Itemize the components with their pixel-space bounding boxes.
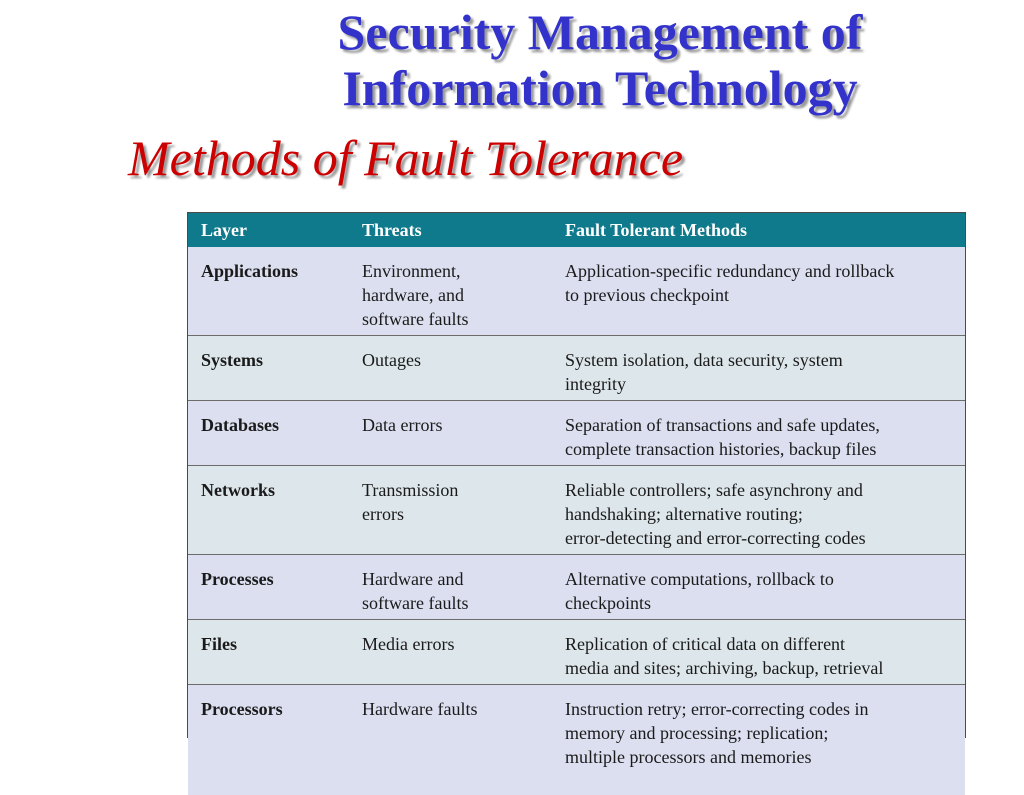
table-row bbox=[188, 401, 965, 466]
layer-cell: Networks bbox=[188, 466, 349, 555]
layer-cell: Processors bbox=[188, 685, 349, 795]
table-row bbox=[188, 466, 965, 555]
methods-cell: System isolation, data security, system integrity bbox=[552, 336, 965, 401]
layer-cell: Systems bbox=[188, 336, 349, 401]
threats-cell: Media errors bbox=[349, 620, 552, 685]
header-layer: Layer bbox=[188, 213, 349, 247]
methods-cell: Reliable controllers; safe asynchrony and handshaking; alternative routing; error-detecting and error-correcting codes bbox=[552, 466, 965, 555]
threats-cell: Transmission errors bbox=[349, 466, 552, 555]
header-fault-tolerant-methods: Fault Tolerant Methods bbox=[552, 213, 965, 247]
table-row bbox=[188, 620, 965, 685]
slide-subtitle: Methods of Fault Tolerance bbox=[128, 128, 683, 188]
table-row bbox=[188, 336, 965, 401]
methods-cell: Replication of critical data on different media and sites; archiving, backup, retrieval bbox=[552, 620, 965, 685]
table-row bbox=[188, 555, 965, 620]
layer-cell: Processes bbox=[188, 555, 349, 620]
table-header-row bbox=[188, 213, 965, 247]
threats-cell: Hardware faults bbox=[349, 685, 552, 795]
table-body bbox=[188, 247, 965, 795]
threats-cell: Data errors bbox=[349, 401, 552, 466]
table-header bbox=[188, 213, 965, 247]
threats-cell: Hardware and software faults bbox=[349, 555, 552, 620]
table-row bbox=[188, 685, 965, 795]
slide-title-line-2: Information Technology bbox=[342, 60, 857, 116]
table-row bbox=[188, 247, 965, 336]
methods-cell: Application-specific redundancy and rollback to previous checkpoint bbox=[552, 247, 965, 336]
layer-cell: Databases bbox=[188, 401, 349, 466]
threats-cell: Environment, hardware, and software faults bbox=[349, 247, 552, 336]
header-threats: Threats bbox=[349, 213, 552, 247]
fault-tolerance-table-grid bbox=[188, 213, 965, 795]
methods-cell: Alternative computations, rollback to checkpoints bbox=[552, 555, 965, 620]
methods-cell: Separation of transactions and safe updates, complete transaction histories, backup files bbox=[552, 401, 965, 466]
methods-cell: Instruction retry; error-correcting codes in memory and processing; replication; multiple processors and memories bbox=[552, 685, 965, 795]
layer-cell: Applications bbox=[188, 247, 349, 336]
slide-title-line-1: Security Management of bbox=[338, 4, 863, 60]
fault-tolerance-table bbox=[187, 212, 966, 738]
threats-cell: Outages bbox=[349, 336, 552, 401]
slide-title bbox=[290, 4, 910, 116]
layer-cell: Files bbox=[188, 620, 349, 685]
